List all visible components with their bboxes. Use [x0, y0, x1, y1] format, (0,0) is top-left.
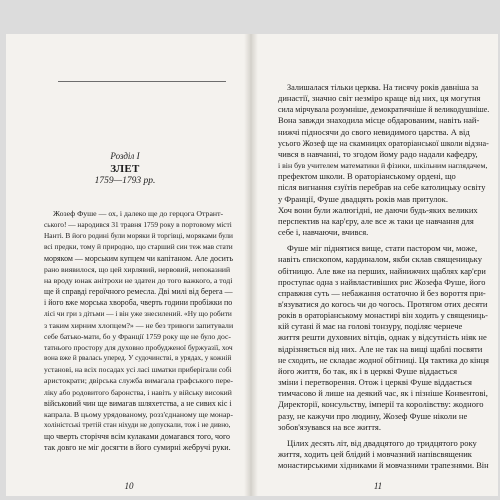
text-line: у Франції, Фуше двадцять років мав притулок. — [278, 193, 448, 204]
text-line: префектом школи. В ораторіанському ордені, що — [278, 171, 456, 182]
page-number-right: 11 — [373, 481, 383, 491]
text-line: рано виявилося, що цей хирлявий, нервовий, непоказний — [44, 264, 231, 274]
text-line: зміни і перетворення. Отож і церкві Фуше віддається — [278, 377, 472, 388]
text-line: татнього простору для духовно пробудженої буржуазії, хоч — [44, 342, 233, 352]
text-line: Залишалася тільки церква. На тисячу років давніша за — [287, 83, 479, 92]
text-line: кій сутані й має на голові тонзуру, поділяє чернече — [278, 321, 463, 332]
text-line: тимчасово й лише на деякий час, як і пізніше Конвентові, — [278, 388, 488, 399]
text-line: монастирськими хідниками й мовчазними трапезнями. Він — [278, 461, 489, 471]
text-line: в'язуватися до когось чи до чогось. Протягом отих десяти — [278, 298, 488, 309]
text-line: зобов'язувався на все життя. — [278, 421, 381, 432]
text-line: себе батько-мати, бо у Франції 1759 року ще не було дос- — [44, 331, 231, 341]
text-line: Нанті. В його родині були моряки й торгівці, моряками були — [44, 231, 233, 241]
right-page — [258, 34, 498, 496]
book-spread — [6, 34, 498, 496]
text-line: військовий чин ще вимагав шляхетства, а не сивих кіс і — [44, 398, 232, 408]
text-line: навіть єпископом, кардиналом, якби склав священицьку — [278, 254, 482, 265]
top-rule — [58, 81, 226, 82]
text-line: не сходить, не складає жодної обітниці. Ця тактика до кінця — [278, 355, 489, 365]
text-line: усього Жозеф ще на скамницях ораторіанської школи відзна- — [278, 138, 489, 148]
text-line: ще й справді героїчного ремесла. Дві милі від берега — — [44, 287, 233, 297]
page-number-left: 10 — [124, 481, 134, 491]
chapter-years: 1759—1793 рр. — [94, 176, 156, 186]
text-line: всі предки, тому й природно, що старший син теж мав стати — [44, 242, 233, 252]
text-line: аристократи; двірська служба вимагала графського пере- — [44, 376, 234, 386]
chapter-title: ЗЛЕТ — [110, 163, 140, 175]
text-line: так довго не міг досягти в його сумирні жебручі руки. — [44, 443, 231, 453]
text-line: його життя, бо так, як і в церкві Фуше віддається — [278, 365, 458, 376]
text-line: холіністські третій стан ніхуди не допускали, тож і не дивно, — [44, 420, 231, 429]
right-page-text — [278, 82, 490, 471]
text-line: ліку або родовитого баронства, і навіть у війську високий — [44, 387, 232, 397]
text-line: разу, не кажучи про людину, Жозеф Фуше ніколи не — [278, 410, 468, 421]
text-line: ського! — народився 31 травня 1759 року в портовому місті — [44, 220, 232, 230]
text-line: нижчі підносячи до свого невидимого царства. А від — [278, 126, 470, 137]
text-line: моряком — морським купцем чи капітаном. Але досить — [44, 253, 234, 263]
text-line: Жозеф Фуше — ох, і далеко ще до герцога Отрант- — [53, 209, 224, 218]
text-line: себе і, навчаючи, вчився. — [278, 227, 369, 238]
text-line: після вигнання єзуїтів перебрав на себе католицьку освіту — [278, 183, 486, 193]
text-line: вона вже й рвалась уперед. У судочинстві, в урядах, у кожній — [44, 354, 232, 363]
text-line: сила мірчувала розумніше, демократичніше й великодушніше. — [278, 105, 490, 115]
text-line: Директорії, консульству, імперії та королівству: жодного — [278, 399, 484, 410]
text-line: відрізняється від них. Але не так на вищі щаблі посвяти — [278, 343, 483, 354]
text-line: Вона завжди знаходила місце обдарованим, навіть най- — [278, 115, 480, 126]
text-line: Цілих десять літ, від двадцятого до тридцятого року — [287, 437, 477, 448]
text-line: що чверть сторіччя всім кулаками домагався того, чого — [44, 432, 230, 442]
text-line: лісі чи гри з дітьми — і він уже знесилений. «Ну що робити — [44, 309, 232, 319]
text-line: установі, на всіх посадах усі ласі шматки приберігали собі — [44, 365, 232, 375]
text-line: років в ораторіанському монастирі він ходить у священиць- — [278, 311, 488, 321]
text-line: і він був учителем математики й фізики, шкільним наглядачем, — [278, 161, 488, 171]
text-line: династії, значно світ незміро краще від них, ця могутня — [278, 93, 481, 104]
text-line: проступає одна з найвластивіших рис Жозефа Фуше, його — [278, 277, 486, 287]
chapter-label: Розділ І — [110, 151, 140, 161]
text-line: чився в навчанні, то згодом йому радо надали кафедру, — [278, 148, 478, 159]
text-line: перспектив на кар'єру, але все ж таки це навчання для — [278, 215, 474, 226]
text-line: Фуше міг піднятися вище, стати пастором чи, може, — [287, 243, 478, 254]
text-line: життя решти духовних вітців, однак у відсутність ніяк не — [278, 332, 487, 343]
book-gutter — [244, 34, 258, 496]
text-line: на вроду юнак анітрохи не здатен до того важкого, а тоді — [44, 275, 233, 285]
text-line: з таким хирним хлопцем?» — не без тривоги запитували — [44, 320, 234, 330]
text-line: Хоч вони були жалюгідні, не даючи будь-яких великих — [278, 204, 478, 215]
text-line: життя, ходить цей блідий і мовчазний напівсвященик — [278, 449, 472, 459]
left-page — [6, 34, 244, 496]
left-page-text — [44, 208, 234, 453]
text-line: і його вже морська хвороба, чверть години пробіжки по — [44, 298, 233, 308]
text-line: справжня суть — небажання остаточно й без вороття при- — [278, 288, 486, 298]
text-line: капрала. В цьому урядованому, розз'єднаному ще монар- — [44, 409, 233, 419]
text-line: обітницю. Але вже на перших, найнижчих щаблях кар'єри — [278, 266, 486, 276]
